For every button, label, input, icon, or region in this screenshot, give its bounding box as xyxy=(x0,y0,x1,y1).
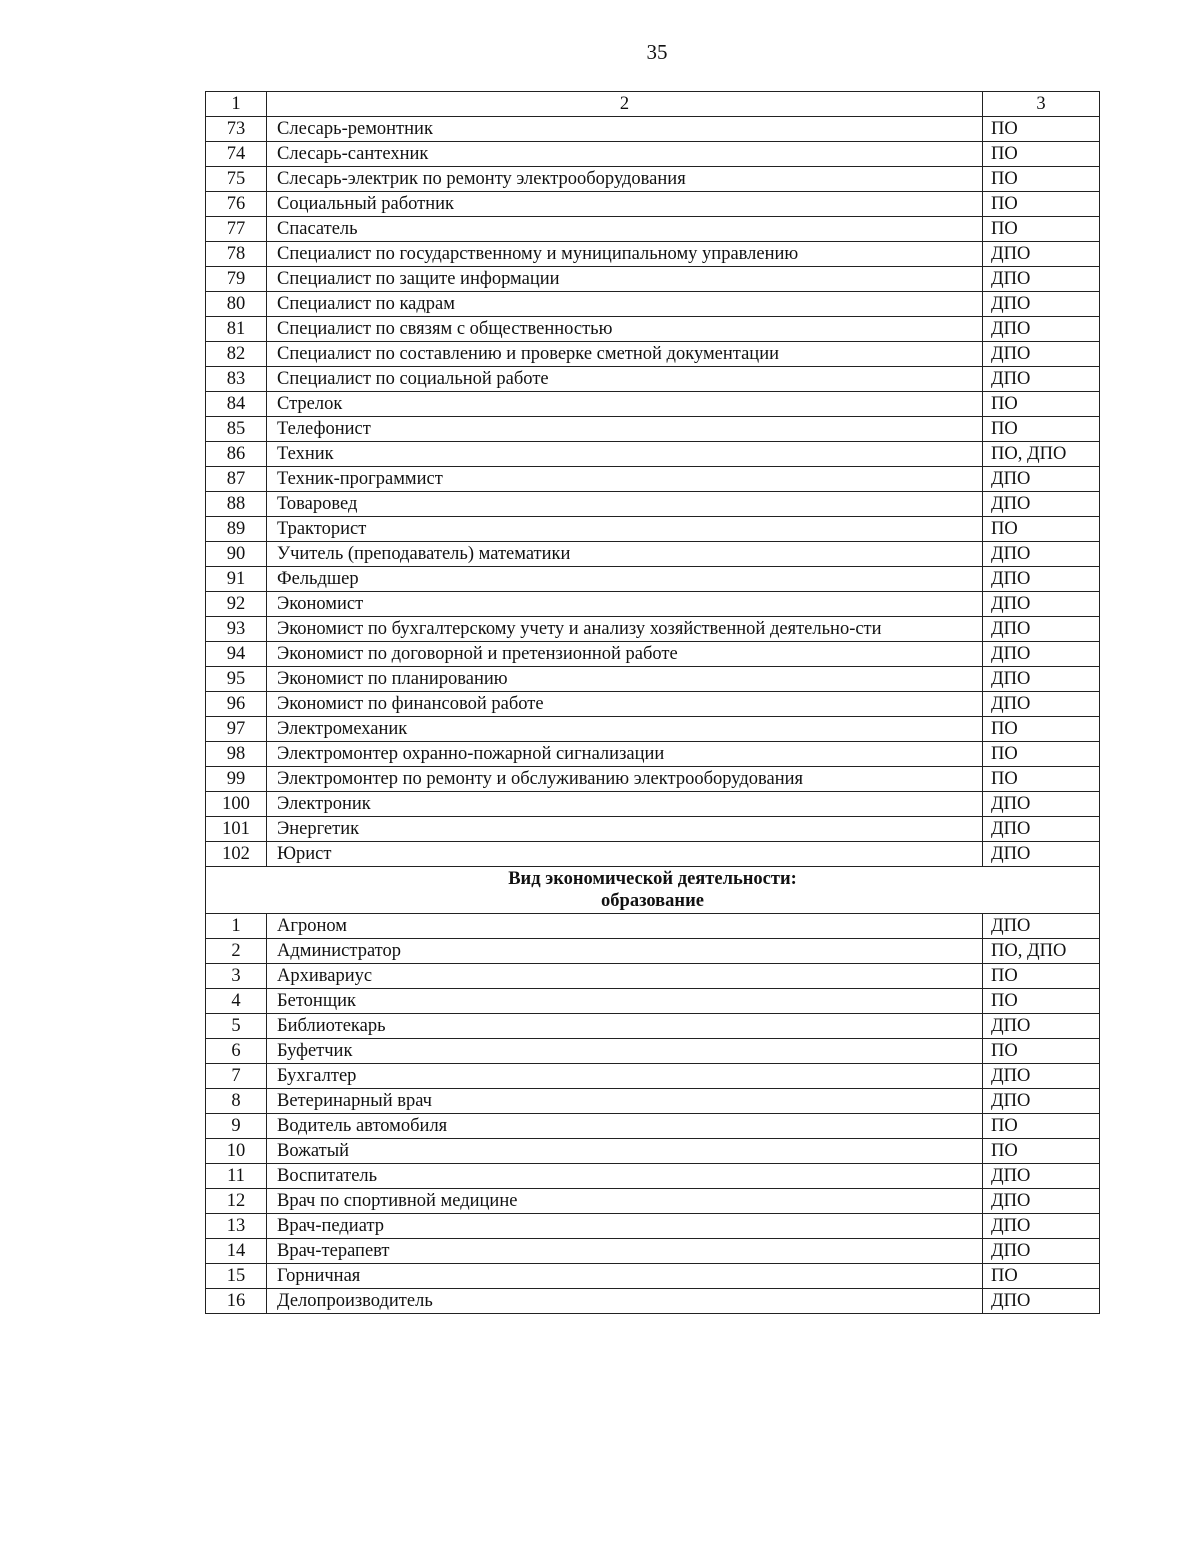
profession-name: Электромеханик xyxy=(267,717,983,742)
education-category: ДПО xyxy=(983,617,1100,642)
profession-name: Слесарь-сантехник xyxy=(267,142,983,167)
table-row xyxy=(206,367,1100,392)
table-row xyxy=(206,842,1100,867)
row-number: 92 xyxy=(206,592,267,617)
row-number: 90 xyxy=(206,542,267,567)
row-number: 75 xyxy=(206,167,267,192)
row-number: 73 xyxy=(206,117,267,142)
row-number: 7 xyxy=(206,1064,267,1089)
education-category: ПО xyxy=(983,217,1100,242)
table-row xyxy=(206,1289,1100,1314)
profession-name: Специалист по защите информации xyxy=(267,267,983,292)
profession-name: Товаровед xyxy=(267,492,983,517)
education-category: ДПО xyxy=(983,792,1100,817)
table-row xyxy=(206,939,1100,964)
table-row xyxy=(206,492,1100,517)
education-category: ДПО xyxy=(983,592,1100,617)
education-category: ПО xyxy=(983,1139,1100,1164)
profession-name: Экономист по договорной и претензионной работе xyxy=(267,642,983,667)
row-number: 85 xyxy=(206,417,267,442)
education-category: ПО xyxy=(983,717,1100,742)
profession-name: Специалист по кадрам xyxy=(267,292,983,317)
education-category: ПО xyxy=(983,142,1100,167)
table-row xyxy=(206,1139,1100,1164)
row-number: 2 xyxy=(206,939,267,964)
table-row xyxy=(206,592,1100,617)
education-category: ПО xyxy=(983,1039,1100,1064)
education-category: ПО xyxy=(983,989,1100,1014)
profession-name: Горничная xyxy=(267,1264,983,1289)
profession-name: Слесарь-ремонтник xyxy=(267,117,983,142)
profession-name: Буфетчик xyxy=(267,1039,983,1064)
education-category: ПО xyxy=(983,192,1100,217)
table-row xyxy=(206,467,1100,492)
education-category: ДПО xyxy=(983,1014,1100,1039)
table-row xyxy=(206,342,1100,367)
row-number: 1 xyxy=(206,914,267,939)
profession-name: Специалист по составлению и проверке сметной документации xyxy=(267,342,983,367)
table-row xyxy=(206,167,1100,192)
profession-name: Врач по спортивной медицине xyxy=(267,1189,983,1214)
table-row xyxy=(206,742,1100,767)
row-number: 99 xyxy=(206,767,267,792)
row-number: 77 xyxy=(206,217,267,242)
education-category: ДПО xyxy=(983,1214,1100,1239)
table-row xyxy=(206,317,1100,342)
table-row xyxy=(206,267,1100,292)
education-category: ПО xyxy=(983,167,1100,192)
table-row xyxy=(206,617,1100,642)
professions-table-body xyxy=(206,92,1100,1314)
row-number: 10 xyxy=(206,1139,267,1164)
row-number: 93 xyxy=(206,617,267,642)
profession-name: Архивариус xyxy=(267,964,983,989)
profession-name: Телефонист xyxy=(267,417,983,442)
row-number: 11 xyxy=(206,1164,267,1189)
row-number: 76 xyxy=(206,192,267,217)
education-category: ДПО xyxy=(983,467,1100,492)
table-row xyxy=(206,517,1100,542)
profession-name: Энергетик xyxy=(267,817,983,842)
education-category: ДПО xyxy=(983,492,1100,517)
row-number: 9 xyxy=(206,1114,267,1139)
row-number: 16 xyxy=(206,1289,267,1314)
education-category: ДПО xyxy=(983,1189,1100,1214)
education-category: ДПО xyxy=(983,242,1100,267)
education-category: ПО xyxy=(983,1114,1100,1139)
profession-name: Экономист по бухгалтерскому учету и анализу хозяйственной деятельно-сти xyxy=(267,617,983,642)
page-number: 35 xyxy=(646,40,668,64)
table-row xyxy=(206,142,1100,167)
column-header-category: 3 xyxy=(983,92,1100,117)
education-category: ПО xyxy=(983,1264,1100,1289)
row-number: 91 xyxy=(206,567,267,592)
section-header-line1: Вид экономической деятельности: xyxy=(508,869,797,889)
profession-name: Стрелок xyxy=(267,392,983,417)
table-row xyxy=(206,1114,1100,1139)
profession-name: Делопроизводитель xyxy=(267,1289,983,1314)
table-row xyxy=(206,217,1100,242)
education-category: ДПО xyxy=(983,542,1100,567)
row-number: 89 xyxy=(206,517,267,542)
row-number: 98 xyxy=(206,742,267,767)
row-number: 95 xyxy=(206,667,267,692)
column-header-row xyxy=(206,92,1100,117)
row-number: 88 xyxy=(206,492,267,517)
table-row xyxy=(206,542,1100,567)
row-number: 13 xyxy=(206,1214,267,1239)
row-number: 86 xyxy=(206,442,267,467)
table-row xyxy=(206,817,1100,842)
profession-name: Спасатель xyxy=(267,217,983,242)
education-category: ПО, ДПО xyxy=(983,939,1100,964)
education-category: ДПО xyxy=(983,1089,1100,1114)
table-row xyxy=(206,667,1100,692)
table-row xyxy=(206,1264,1100,1289)
row-number: 79 xyxy=(206,267,267,292)
education-category: ДПО xyxy=(983,1289,1100,1314)
education-category: ДПО xyxy=(983,642,1100,667)
education-category: ДПО xyxy=(983,1164,1100,1189)
table-row xyxy=(206,392,1100,417)
profession-name: Врач-педиатр xyxy=(267,1214,983,1239)
section-header-line2: образование xyxy=(601,891,704,911)
column-header-number: 1 xyxy=(206,92,267,117)
profession-name: Бетонщик xyxy=(267,989,983,1014)
row-number: 87 xyxy=(206,467,267,492)
row-number: 8 xyxy=(206,1089,267,1114)
profession-name: Электроник xyxy=(267,792,983,817)
section-header xyxy=(206,867,1100,914)
profession-name: Техник xyxy=(267,442,983,467)
profession-name: Электромонтер по ремонту и обслуживанию электрооборудования xyxy=(267,767,983,792)
profession-name: Техник-программист xyxy=(267,467,983,492)
education-category: ДПО xyxy=(983,367,1100,392)
row-number: 102 xyxy=(206,842,267,867)
row-number: 78 xyxy=(206,242,267,267)
row-number: 74 xyxy=(206,142,267,167)
column-header-profession: 2 xyxy=(267,92,983,117)
profession-name: Бухгалтер xyxy=(267,1064,983,1089)
row-number: 80 xyxy=(206,292,267,317)
profession-name: Врач-терапевт xyxy=(267,1239,983,1264)
row-number: 15 xyxy=(206,1264,267,1289)
row-number: 14 xyxy=(206,1239,267,1264)
education-category: ДПО xyxy=(983,817,1100,842)
profession-name: Экономист по планированию xyxy=(267,667,983,692)
professions-table xyxy=(205,91,1100,1314)
profession-name: Экономист по финансовой работе xyxy=(267,692,983,717)
profession-name: Специалист по связям с общественностью xyxy=(267,317,983,342)
table-row xyxy=(206,1189,1100,1214)
table-row xyxy=(206,1239,1100,1264)
education-category: ДПО xyxy=(983,317,1100,342)
education-category: ДПО xyxy=(983,1239,1100,1264)
table-row xyxy=(206,914,1100,939)
profession-name: Администратор xyxy=(267,939,983,964)
profession-name: Воспитатель xyxy=(267,1164,983,1189)
row-number: 94 xyxy=(206,642,267,667)
table-row xyxy=(206,642,1100,667)
row-number: 12 xyxy=(206,1189,267,1214)
profession-name: Агроном xyxy=(267,914,983,939)
education-category: ПО, ДПО xyxy=(983,442,1100,467)
education-category: ДПО xyxy=(983,842,1100,867)
table-row xyxy=(206,1039,1100,1064)
education-category: ПО xyxy=(983,742,1100,767)
row-number: 6 xyxy=(206,1039,267,1064)
row-number: 81 xyxy=(206,317,267,342)
education-category: ДПО xyxy=(983,342,1100,367)
table-row xyxy=(206,792,1100,817)
education-category: ПО xyxy=(983,517,1100,542)
education-category: ДПО xyxy=(983,692,1100,717)
table-row xyxy=(206,292,1100,317)
education-category: ДПО xyxy=(983,267,1100,292)
table-row xyxy=(206,192,1100,217)
table-row xyxy=(206,1064,1100,1089)
education-category: ДПО xyxy=(983,667,1100,692)
profession-name: Слесарь-электрик по ремонту электрооборудования xyxy=(267,167,983,192)
row-number: 100 xyxy=(206,792,267,817)
row-number: 96 xyxy=(206,692,267,717)
profession-name: Специалист по государственному и муниципальному управлению xyxy=(267,242,983,267)
profession-name: Вожатый xyxy=(267,1139,983,1164)
row-number: 3 xyxy=(206,964,267,989)
table-row xyxy=(206,1214,1100,1239)
education-category: ДПО xyxy=(983,292,1100,317)
table-row xyxy=(206,567,1100,592)
section-header-row xyxy=(206,867,1100,914)
table-row xyxy=(206,1014,1100,1039)
education-category: ПО xyxy=(983,964,1100,989)
profession-name: Специалист по социальной работе xyxy=(267,367,983,392)
table-row xyxy=(206,1164,1100,1189)
education-category: ПО xyxy=(983,392,1100,417)
row-number: 82 xyxy=(206,342,267,367)
education-category: ДПО xyxy=(983,1064,1100,1089)
table-row xyxy=(206,717,1100,742)
table-row xyxy=(206,417,1100,442)
row-number: 83 xyxy=(206,367,267,392)
row-number: 97 xyxy=(206,717,267,742)
profession-name: Учитель (преподаватель) математики xyxy=(267,542,983,567)
profession-name: Экономист xyxy=(267,592,983,617)
table-row xyxy=(206,242,1100,267)
education-category: ПО xyxy=(983,417,1100,442)
education-category: ПО xyxy=(983,767,1100,792)
table-row xyxy=(206,1089,1100,1114)
profession-name: Социальный работник xyxy=(267,192,983,217)
education-category: ДПО xyxy=(983,914,1100,939)
profession-name: Тракторист xyxy=(267,517,983,542)
row-number: 101 xyxy=(206,817,267,842)
table-row xyxy=(206,767,1100,792)
row-number: 5 xyxy=(206,1014,267,1039)
profession-name: Ветеринарный врач xyxy=(267,1089,983,1114)
table-row xyxy=(206,117,1100,142)
profession-name: Электромонтер охранно-пожарной сигнализации xyxy=(267,742,983,767)
profession-name: Фельдшер xyxy=(267,567,983,592)
education-category: ДПО xyxy=(983,567,1100,592)
row-number: 4 xyxy=(206,989,267,1014)
row-number: 84 xyxy=(206,392,267,417)
education-category: ПО xyxy=(983,117,1100,142)
table-row xyxy=(206,989,1100,1014)
profession-name: Водитель автомобиля xyxy=(267,1114,983,1139)
profession-name: Библиотекарь xyxy=(267,1014,983,1039)
profession-name: Юрист xyxy=(267,842,983,867)
table-row xyxy=(206,692,1100,717)
table-row xyxy=(206,964,1100,989)
table-row xyxy=(206,442,1100,467)
